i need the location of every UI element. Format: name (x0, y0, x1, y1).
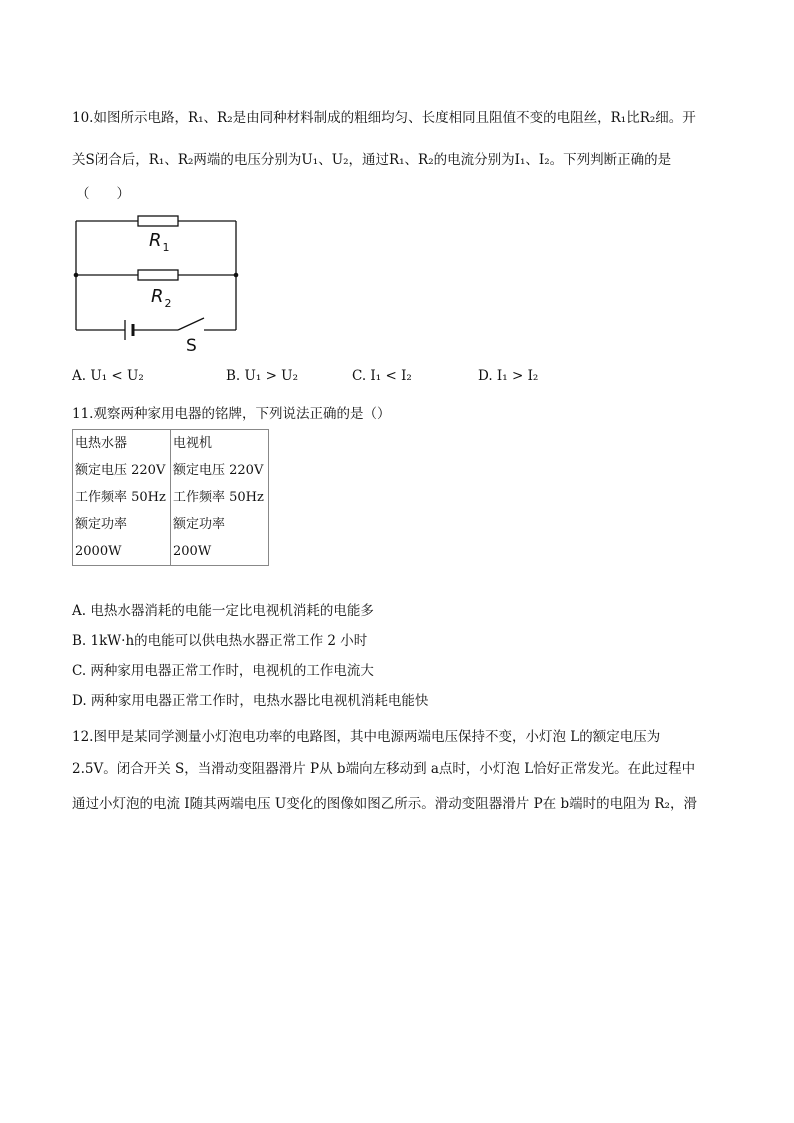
q11-option-b[interactable]: B. 1kW·h的电能可以供电热水器正常工作 2 小时 (72, 633, 368, 649)
tv-nameplate (171, 430, 269, 566)
q12-stem-line-1: 12.图甲是某同学测量小灯泡电功率的电路图，其中电源两端电压保持不变，小灯泡 L的额定电压为 (72, 729, 661, 745)
q10-option-d[interactable]: D. I₁ > I₂ (478, 368, 539, 384)
tv-power-label: 额定功率 (173, 517, 226, 532)
tv-frequency: 工作频率 50Hz (173, 490, 264, 505)
water-heater-voltage: 额定电压 220V (75, 463, 166, 478)
tv-power-value: 200W (173, 544, 212, 559)
q11-stem: 11.观察两种家用电器的铭牌，下列说法正确的是（） (72, 406, 391, 422)
water-heater-power-value: 2000W (75, 544, 122, 559)
q12-stem-line-3: 通过小灯泡的电流 I随其两端电压 U变化的图像如图乙所示。滑动变阻器滑片 P在 b端时的电阻为 R₂，滑 (72, 796, 697, 812)
q12-stem-line-2: 2.5V。闭合开关 S，当滑动变阻器滑片 P从 b端向左移动到 a点时，小灯泡 L恰好正常发光。在此过程中 (72, 761, 696, 777)
water-heater-power-label: 额定功率 (75, 517, 128, 532)
q10-stem-line-1: 10.如图所示电路，R₁、R₂是由同种材料制成的粗细均匀、长度相同且阻值不变的电阻丝，R₁比R₂细。开 (72, 110, 696, 126)
q11-option-d[interactable]: D. 两种家用电器正常工作时，电热水器比电视机消耗电能快 (72, 693, 429, 709)
appliance-nameplate-table (72, 429, 269, 566)
switch-label: S (186, 336, 197, 356)
q10-stem-line-2: 关S闭合后，R₁、R₂两端的电压分别为U₁、U₂，通过R₁、R₂的电流分别为I₁、I₂。下列判断正确的是 (72, 152, 672, 168)
q10-option-b[interactable]: B. U₁ > U₂ (226, 368, 298, 384)
tv-name: 电视机 (173, 436, 213, 451)
q11-option-c[interactable]: C. 两种家用电器正常工作时，电视机的工作电流大 (72, 663, 374, 679)
resistor-r2 (138, 270, 178, 280)
junction-left (74, 273, 79, 278)
q10-answer-blank: （ ） (76, 186, 130, 202)
r2-label: $R_2$ (151, 286, 172, 310)
q11-option-a[interactable]: A. 电热水器消耗的电能一定比电视机消耗的电能多 (72, 603, 374, 619)
q10-circuit-diagram (70, 208, 245, 358)
water-heater-frequency: 工作频率 50Hz (75, 490, 166, 505)
q10-option-c[interactable]: C. I₁ < I₂ (352, 368, 412, 384)
r1-label: $R_1$ (149, 230, 170, 254)
junction-right (234, 273, 239, 278)
q10-option-a[interactable]: A. U₁ < U₂ (72, 368, 144, 384)
switch-icon (178, 318, 204, 330)
water-heater-nameplate (73, 430, 171, 566)
resistor-r1 (138, 216, 178, 226)
battery-icon (125, 320, 133, 340)
tv-voltage: 额定电压 220V (173, 463, 264, 478)
q10-options (72, 368, 722, 388)
water-heater-name: 电热水器 (75, 436, 128, 451)
